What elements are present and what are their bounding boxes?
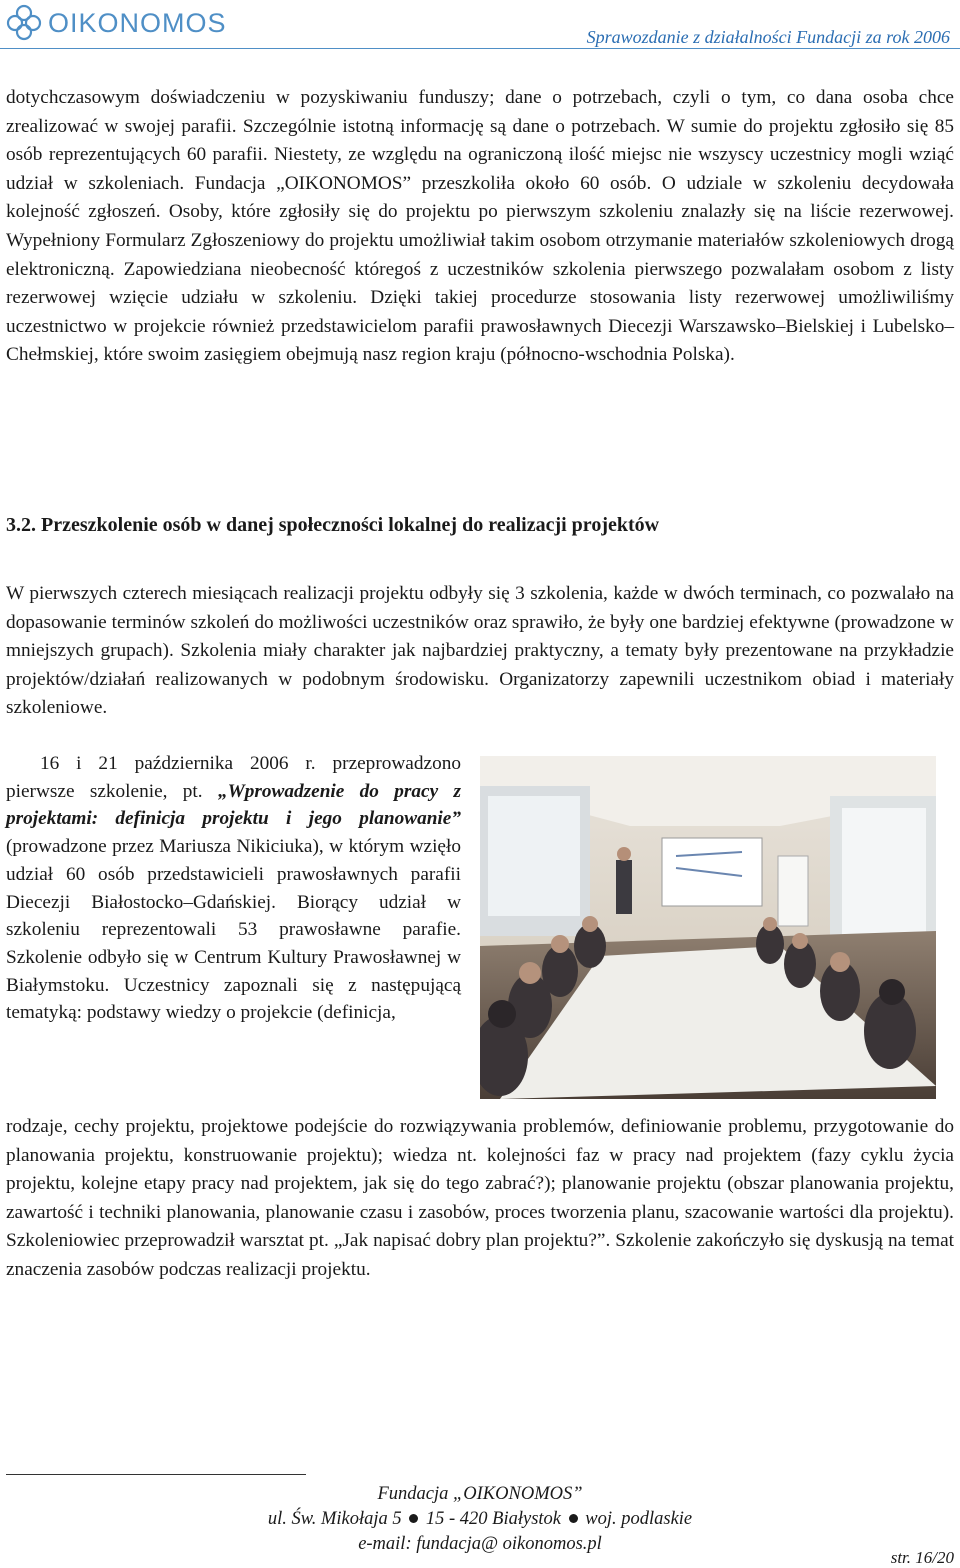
header-divider (0, 48, 960, 49)
footer-city: 15 - 420 Białystok (425, 1509, 562, 1529)
footer-divider (6, 1474, 306, 1475)
first-training-title: „Wprowadzenie do pracy z projektami: definicja projektu i jego planowanie” (6, 780, 461, 830)
logo-text: OIKONOMOS (48, 7, 227, 38)
paragraph-trainings: W pierwszych czterech miesiącach realizacji projektu odbyły się 3 szkolenia, każde w dwóch terminach, co pozwalało na dopasowanie terminów szkoleń do możliwości uczestników oraz sprawiło, że były one bardziej efektywne (prowadzone w mniejszych grupach). Szkolenia miały charakter jak najbardziej praktyczny, a tematy były prezentowane na przykładzie projektów/działań realizowanych w podobnym środowisku. Organizatorzy zapewnili uczestnikom obiad i materiały szkoleniowe. (6, 583, 954, 719)
page-number: str. 16/20 (890, 1548, 954, 1567)
first-training-details: (prowadzone przez Mariusza Nikiciuka), w którym wzięło udział 60 osób przedstawicieli prawosławnych parafii Diecezji Białostocko–Gdańskiej. Biorący udział w szkoleniu reprezentowali 53 prawosławne parafie. Szkolenie odbyło się w Centrum Kultury Prawosławnej w Białymstoku. Uczestnicy zapoznali się z następującą tematyką: podstawy wiedzy o projekcie (definicja, (6, 836, 461, 1024)
footer-org: Fundacja „OIKONOMOS” (377, 1484, 583, 1504)
bullet-icon (409, 1514, 418, 1523)
footer-address (0, 1509, 960, 1530)
oikonomos-logo (4, 4, 227, 42)
footer-region: woj. podlaskie (585, 1509, 693, 1529)
footer-street: ul. Św. Mikołaja 5 (267, 1509, 402, 1529)
section-title: Przeszkolenie osób w danej społeczności lokalnej do realizacji projektów (41, 514, 660, 536)
paragraph-applications: dotychczasowym doświadczeniu w pozyskiwaniu funduszy; dane o potrzebach, czyli o tym, co dana osoba chce zrealizować w swojej parafii. Szczególnie istotną informację są dane o potrzebach. W sumie do projektu zgłosiło się 85 osób reprezentujących 60 parafii. Niestety, ze względu na ograniczoną ilość miejsc nie wszyscy uczestnicy mogli wziąć udział w szkoleniach. Fundacja „OIKONOMOS” przeszkoliła około 60 osób. O udziale w szkoleniu decydowała kolejność zgłoszeń. Osoby, które zgłosiły się do projektu po pierwszym szkoleniu znalazły się na liście rezerwowej. Wypełniony Formularz Zgłoszeniowy do projektu umożliwiał takim osobom otrzymanie materiałów szkoleniowych drogą elektroniczną. Zapowiedziana nieobecność któregoś z uczestników szkolenia pierwszego pozwalałam osobom z listy rezerwowej wzięcie udziału w szkoleniu. Dzięki takiej procedurze stosowania listy rezerwowej umożliwiliśmy uczestnictwo w projekcie również przedstawicielom parafii prawosławnych Diecezji Warszawsko–Bielskiej i Lubelsko–Chełmskiej, które swoim zasięgiem obejmują nasz region kraju (północno-wschodnia Polska). (6, 87, 954, 366)
training-photo (480, 756, 936, 1099)
paragraph-first-training (6, 750, 461, 1027)
first-training-intro: 16 i 21 października 2006 r. przeprowadzono pierwsze szkolenie, pt. (6, 753, 461, 802)
clover-logo-icon (4, 4, 44, 42)
section-heading (6, 514, 659, 537)
report-title: Sprawozdanie z działalności Fundacji za rok 2006 (586, 27, 950, 47)
page-header (0, 0, 960, 52)
bullet-icon (569, 1514, 578, 1523)
footer-email: e-mail: fundacja@ oikonomos.pl (358, 1534, 602, 1554)
section-number: 3.2. (6, 514, 36, 536)
paragraph-topics: rodzaje, cechy projektu, projektowe podejście do rozwiązywania problemów, definiowanie problemu, przygotowanie do planowania projektu, konstruowanie projektu); wiedza nt. kolejności faz w pracy nad projektem (fazy cyklu życia projektu, kolejne etapy pracy nad projektem, jak się do tego zabrać?); planowanie projektu (obszar planowania projektu, zawartość i techniki planowania, planowanie czasu i zasobów, proces tworzenia planu, szacowanie wartości dla projektu). Szkoleniowiec przeprowadził warsztat pt. „Jak napisać dobry plan projektu?”. Szkolenie zakończyło się dyskusją na temat znaczenia zasobów podczas realizacji projektu. (6, 1116, 954, 1280)
